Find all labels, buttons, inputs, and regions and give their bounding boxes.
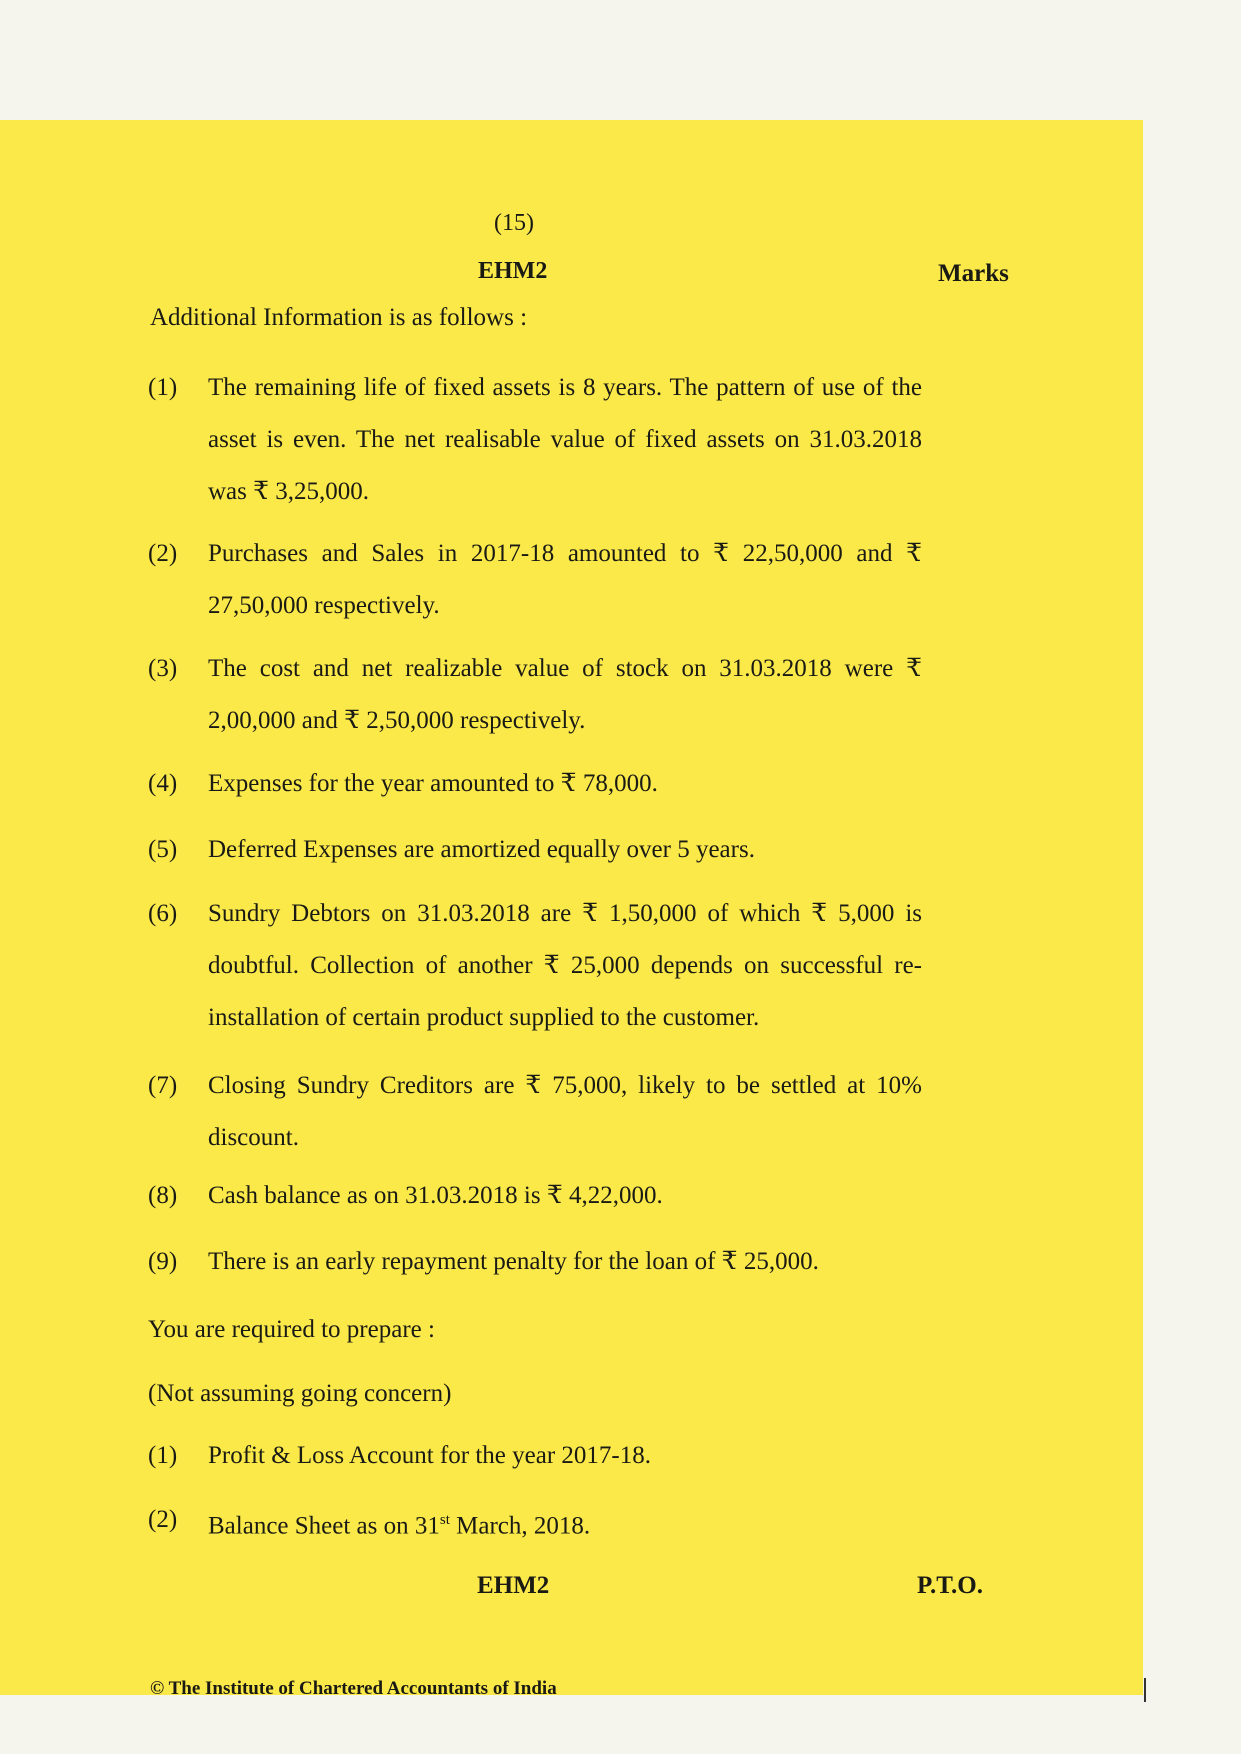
page-edge-mark	[1144, 1678, 1146, 1702]
requirement-number: (2)	[148, 1506, 178, 1533]
paper-code-footer: EHM2	[477, 1572, 550, 1599]
requirement-2	[148, 1494, 922, 1552]
info-item-text: Expenses for the year amounted to ₹ 78,000.	[208, 770, 658, 797]
requirement-text	[208, 1494, 922, 1552]
info-item-4	[148, 758, 922, 810]
page-number: (15)	[494, 210, 534, 236]
info-item-number: (8)	[148, 1182, 178, 1209]
info-item-6	[148, 888, 922, 1044]
info-item-number: (4)	[148, 770, 178, 797]
copyright-notice: © The Institute of Chartered Accountants of India	[150, 1678, 557, 1699]
additional-info-heading: Additional Information is as follows :	[150, 304, 528, 331]
required-intro: You are required to prepare :	[148, 1316, 435, 1343]
info-item-number: (5)	[148, 836, 178, 863]
info-item-9	[148, 1236, 922, 1288]
info-item-number: (6)	[148, 900, 178, 927]
info-item-5	[148, 824, 922, 876]
pto-label: P.T.O.	[917, 1572, 983, 1599]
info-item-number: (9)	[148, 1248, 178, 1275]
info-item-8	[148, 1170, 922, 1222]
info-item-number: (2)	[148, 540, 178, 567]
requirement-text-end: March, 2018.	[449, 1512, 591, 1540]
info-item-1	[148, 362, 922, 518]
info-item-2	[148, 528, 922, 632]
info-item-7	[148, 1060, 922, 1164]
info-item-number: (3)	[148, 655, 178, 682]
paper-code-header: EHM2	[478, 258, 548, 284]
info-item-text: The cost and net realizable value of stock on 31.03.2018 were ₹ 2,00,000 and ₹ 2,50,000 respectively.	[208, 655, 922, 734]
requirement-1	[148, 1430, 922, 1482]
info-item-number: (7)	[148, 1072, 178, 1099]
marks-column-label: Marks	[938, 260, 1009, 287]
requirement-text: Profit & Loss Account for the year 2017-18.	[208, 1442, 651, 1469]
requirement-number: (1)	[148, 1442, 178, 1469]
assumption-note: (Not assuming going concern)	[148, 1380, 452, 1407]
requirement-text-main: Balance Sheet as on 31	[208, 1512, 440, 1540]
info-item-text: Cash balance as on 31.03.2018 is ₹ 4,22,000.	[208, 1182, 663, 1209]
info-item-text: The remaining life of fixed assets is 8 years. The pattern of use of the asset is even. The net realisable value of fixed assets on 31.03.2018 was ₹ 3,25,000.	[208, 374, 922, 505]
info-item-text: Sundry Debtors on 31.03.2018 are ₹ 1,50,000 of which ₹ 5,000 is doubtful. Collection of another ₹ 25,000 depends on successful re-installation of certain product supplied to the customer.	[208, 900, 922, 1031]
info-item-text: There is an early repayment penalty for the loan of ₹ 25,000.	[208, 1248, 819, 1275]
info-item-3	[148, 643, 922, 747]
ordinal-superscript: st	[439, 1512, 450, 1528]
info-item-text: Closing Sundry Creditors are ₹ 75,000, likely to be settled at 10% discount.	[208, 1072, 922, 1151]
info-item-text: Deferred Expenses are amortized equally over 5 years.	[208, 836, 755, 863]
info-item-number: (1)	[148, 374, 178, 401]
info-item-text: Purchases and Sales in 2017-18 amounted to ₹ 22,50,000 and ₹ 27,50,000 respectively.	[208, 540, 922, 619]
